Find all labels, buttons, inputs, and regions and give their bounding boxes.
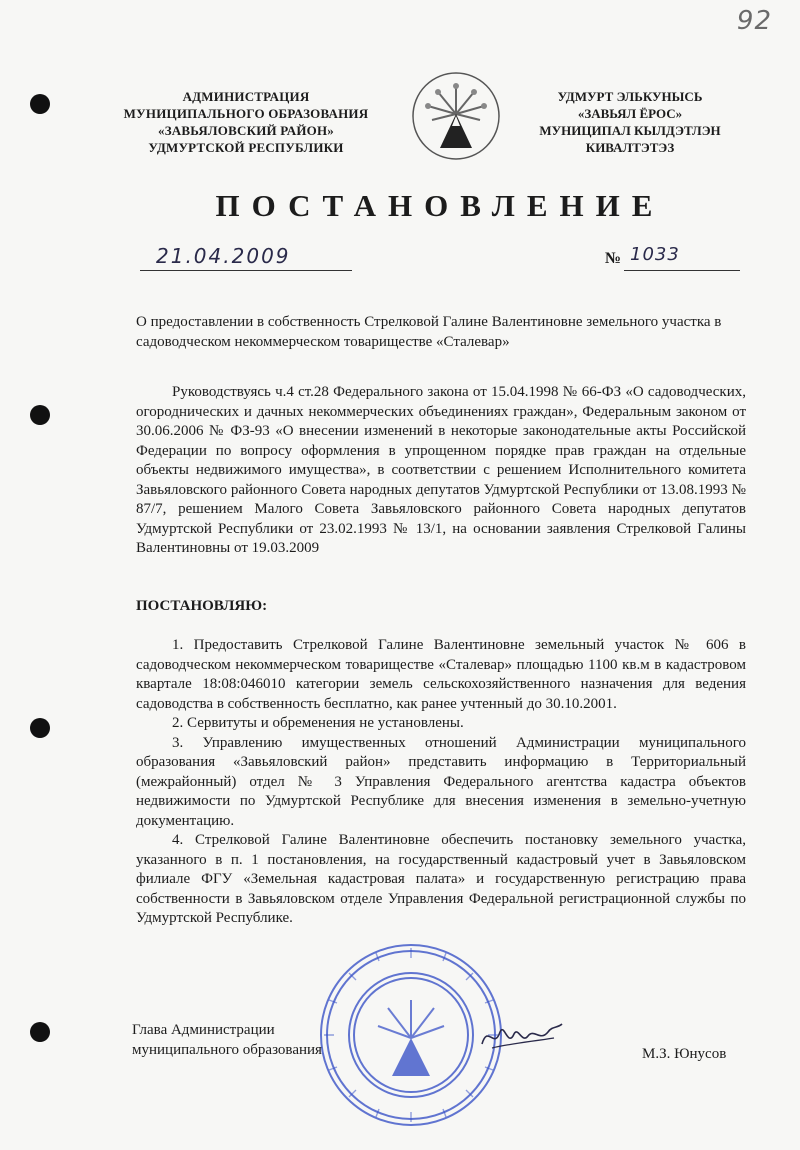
- coat-of-arms-emblem: [410, 70, 502, 162]
- decree-heading: ПОСТАНОВЛЯЮ:: [136, 598, 268, 614]
- number-label: №: [605, 250, 622, 267]
- header-right-line: КИВАЛТЭТЭЗ: [585, 140, 675, 155]
- number-field: [624, 246, 740, 271]
- decree-item: 2. Сервитуты и обременения не установлены.: [172, 715, 464, 731]
- header-left-line: АДМИНИСТРАЦИЯ: [182, 89, 310, 104]
- preamble-paragraph: Руководствуясь ч.4 ст.28 Федерального закона от 15.04.1998 № 66-ФЗ «О садоводческих, огороднических и дачных некоммерческих объединениях граждан», Федеральным законом от 30.06.2006 № ФЗ-93 «О внесении изменений в некоторые законодательные акты Российской Федерации по вопросу оформления в упрощенном порядке прав граждан на отдельные объекты недвижимого имущества», в соответствии с решением Исполнительного комитета Завьяловского районного Совета народных депутатов Удмуртской Республики от 13.08.1993 № 87/7, решением Малого Совета Завьяловского районного Совета народных депутатов Удмуртской Республики от 23.02.1993 № 13/1, на основании заявления Стрелковой Галины Валентиновны от 19.03.2009: [136, 384, 746, 556]
- handwritten-number: 1033: [630, 244, 680, 265]
- decree-item: 3. Управлению имущественных отношений Администрации муниципального образования «Завьяловский район» представить информацию в Территориальный (межрайонный) отдел № 3 Управления Федерального агентства кадастра объектов недвижимости по Удмуртской Республике для внесения изменения в земельно-учетную документацию.: [136, 734, 746, 829]
- header-right-line: УДМУРТ ЭЛЬКУНЫСЬ: [557, 89, 703, 104]
- decree-item: 4. Стрелковой Галине Валентиновне обеспечить постановку земельного участка, указанного в п. 1 постановления, на государственный кадастровый учет в Завьяловском филиале ФГУ «Земельная кадастровая палата» и государственную регистрацию права собственности в Завьяловском отделе Управления Федеральной регистрационной службы по Удмуртской Республике.: [136, 832, 746, 926]
- header-right-udmurt: [520, 88, 740, 156]
- header-left-line: УДМУРТСКОЙ РЕСПУБЛИКИ: [148, 140, 344, 155]
- punch-hole: [30, 94, 50, 114]
- handwritten-date: 21.04.2009: [156, 244, 291, 268]
- decree-item: 1. Предоставить Стрелковой Галине Валентиновне земельный участок № 606 в садоводческом некоммерческом товариществе «Сталевар» площадью 1100 кв.м в кадастровом квартале 18:08:046010 категории земель сельскохозяйственного назначения для ведения садоводства в собственность бесплатно, как ранее учтенный до 30.10.2001.: [136, 637, 746, 712]
- signatory-title: [132, 1020, 322, 1060]
- punch-hole: [30, 718, 50, 738]
- header-right-line: «ЗАВЬЯЛ ЁРОС»: [577, 106, 683, 121]
- handwritten-signature: [478, 1014, 564, 1058]
- header-left-line: МУНИЦИПАЛЬНОГО ОБРАЗОВАНИЯ: [123, 106, 369, 121]
- header-right-line: МУНИЦИПАЛ КЫЛДЭТЛЭН: [539, 123, 721, 138]
- decree-items: [136, 636, 746, 929]
- signatory-title-line: Глава Администрации: [132, 1022, 275, 1038]
- header-left-line: «ЗАВЬЯЛОВСКИЙ РАЙОН»: [158, 123, 334, 138]
- header-left-russian: [96, 88, 396, 156]
- subject-line: О предоставлении в собственность Стрелковой Галине Валентиновне земельного участка в садоводческом некоммерческом товариществе «Сталевар»: [136, 314, 722, 350]
- signatory-name: М.З. Юнусов: [642, 1046, 727, 1062]
- date-field: [140, 246, 352, 271]
- punch-hole: [30, 405, 50, 425]
- signatory-title-line: муниципального образования: [132, 1042, 322, 1058]
- page-number: 92: [736, 6, 772, 36]
- punch-hole: [30, 1022, 50, 1042]
- document-title: ПОСТАНОВЛЕНИЕ: [215, 188, 665, 223]
